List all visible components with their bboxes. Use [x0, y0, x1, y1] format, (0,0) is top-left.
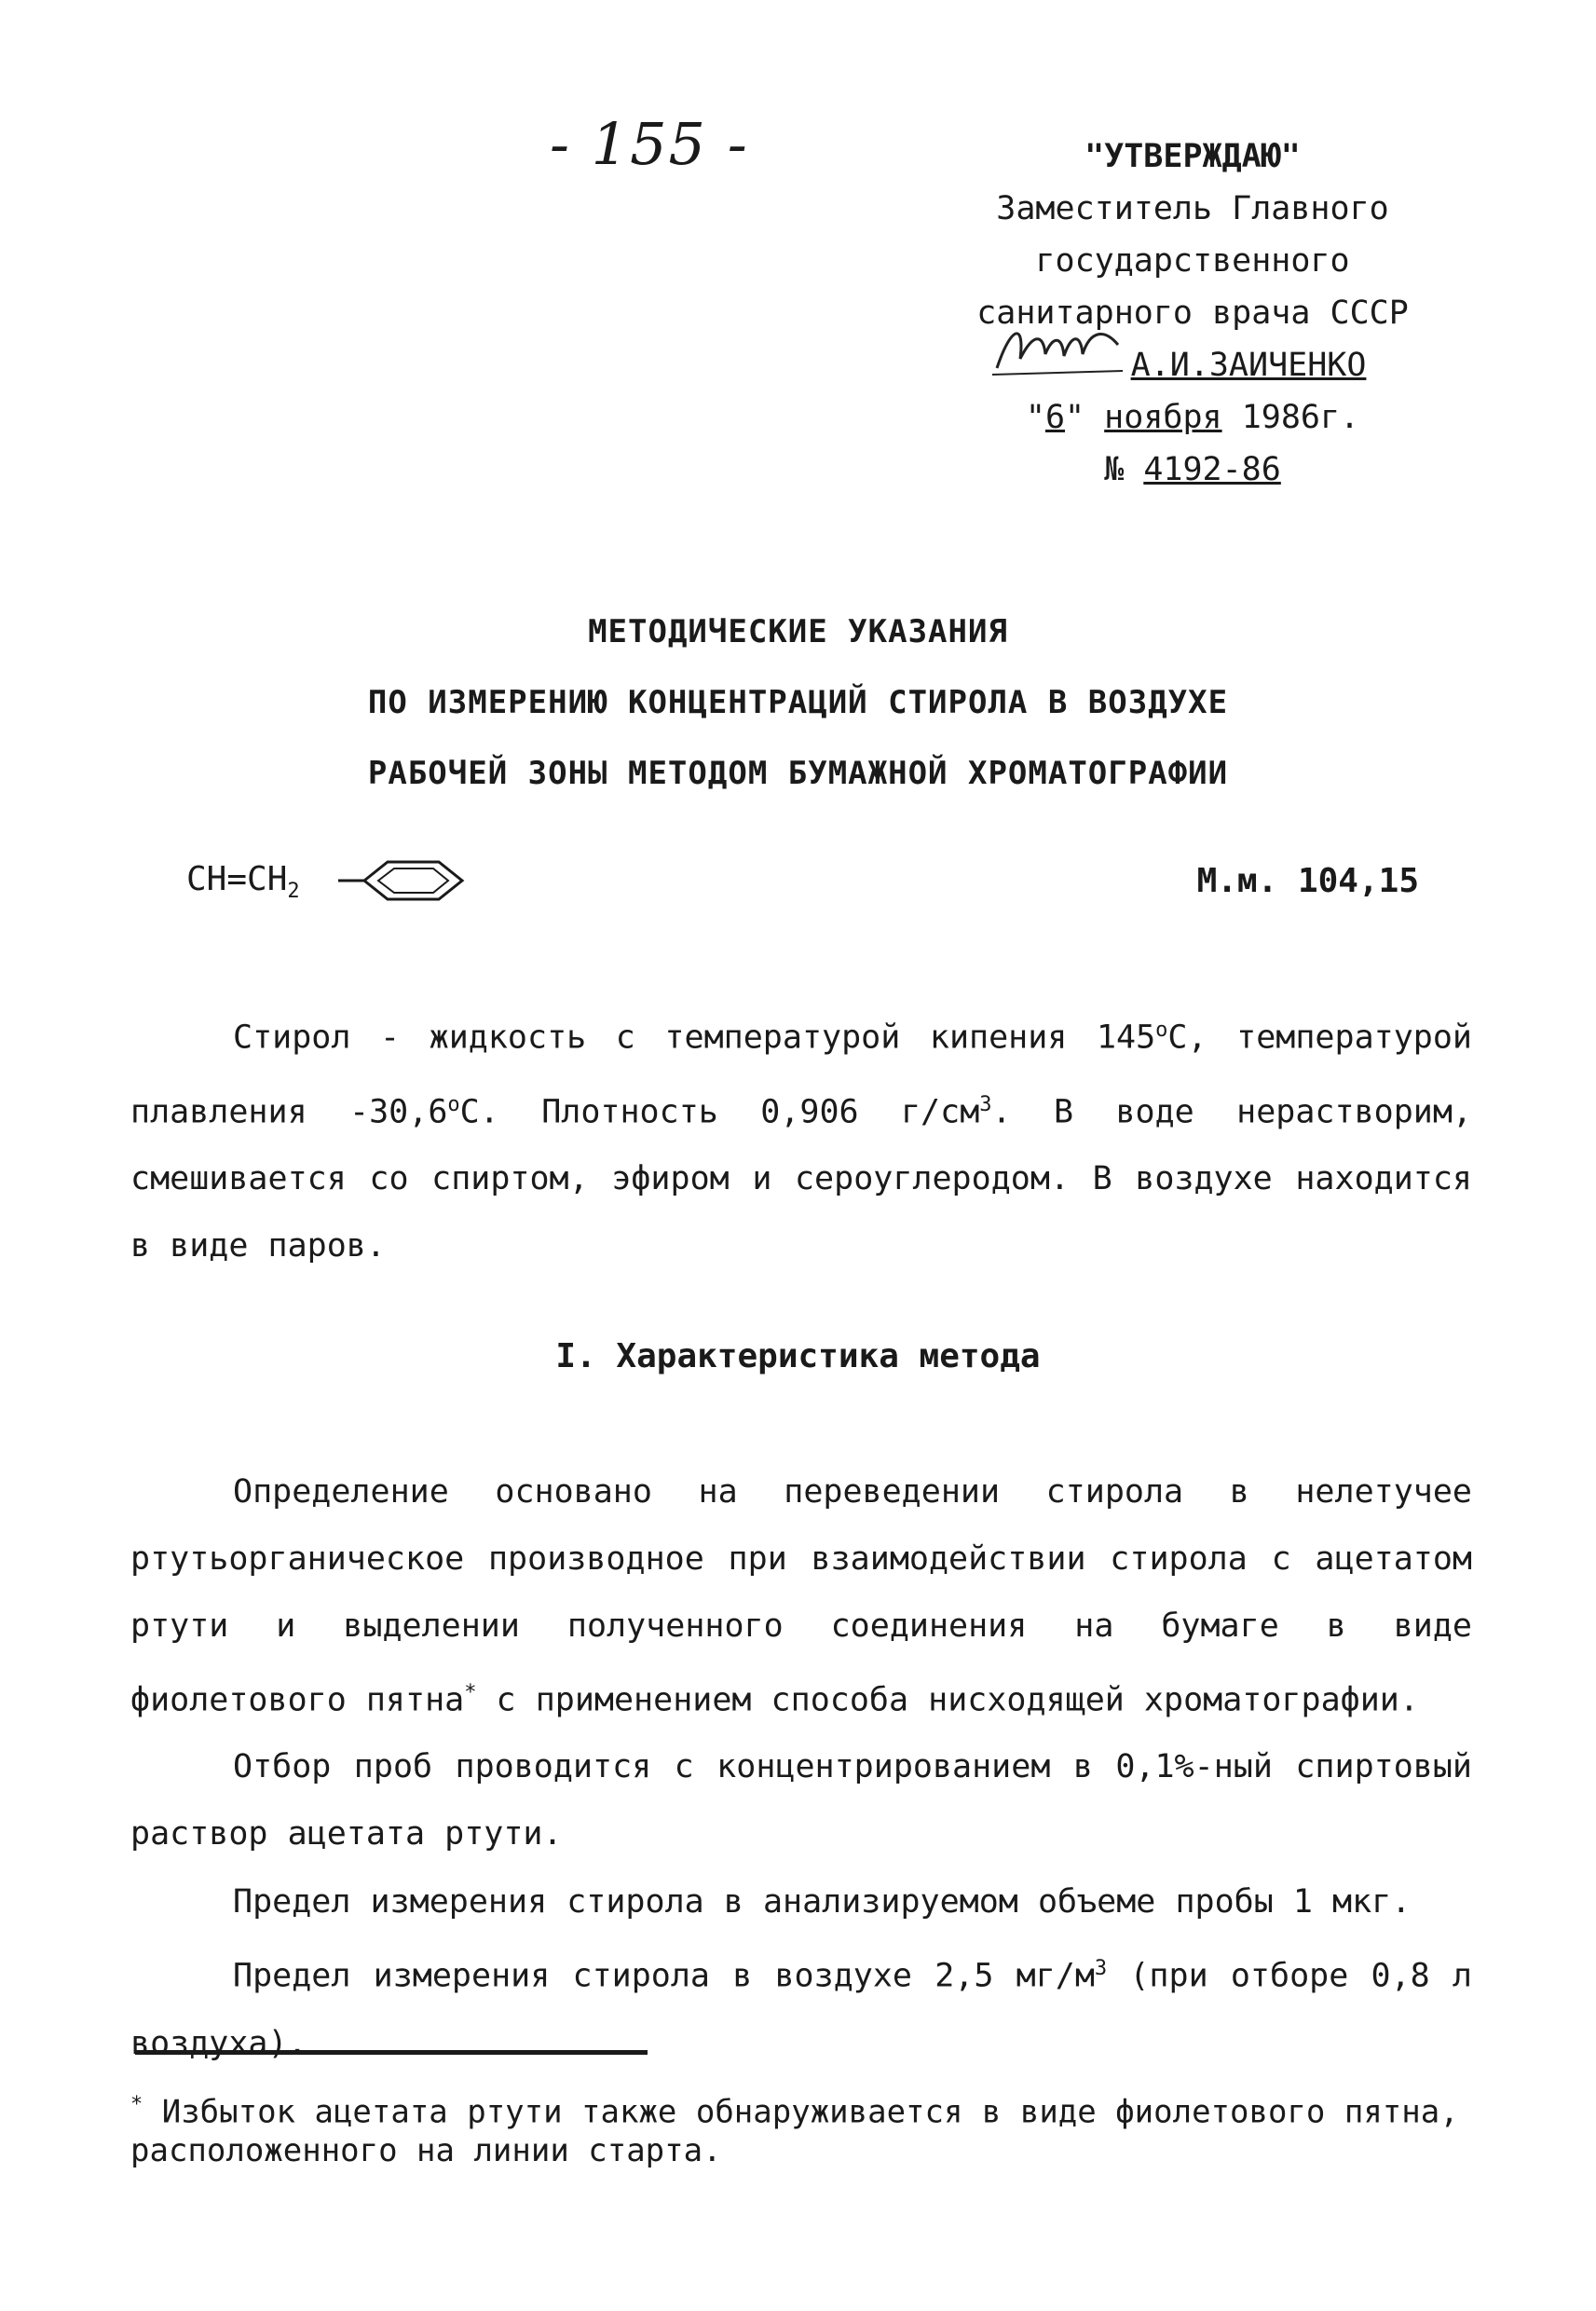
- document-title: [0, 596, 1596, 809]
- approval-line3: санитарного врача СССР: [976, 294, 1409, 332]
- benzene-ring-icon: [336, 857, 476, 904]
- approval-date: "6" ноября 1986г.: [1025, 399, 1360, 436]
- paragraph-method: Определение основано на переведении стирола в нелетучее ртутьорганическое производное при взаимодействии стирола с ацетатом ртути и выделении полученного соединения на бумаге в виде фиолетового пятна* с применением способа нисходящей хроматографии.: [130, 1473, 1472, 1719]
- paragraph-limit-air: Предел измерения стирола в воздухе 2,5 $мг/м^3$ (при отборе 0,8 л воздуха).: [130, 1957, 1472, 2062]
- number-prefix: №: [1104, 451, 1125, 488]
- formula-text: CH=CH: [186, 860, 288, 898]
- page-number: - 155 -: [550, 110, 749, 178]
- footnote: * Избыток ацетата ртути также обнаруживается в виде фиолетового пятна, расположенного на линии старта.: [130, 2093, 1459, 2170]
- approval-number: [932, 444, 1453, 496]
- approval-block: [932, 130, 1453, 496]
- title-line1: МЕТОДИЧЕСКИЕ УКАЗАНИЯ: [588, 613, 1008, 650]
- approval-number-value: 4192-86: [1143, 451, 1281, 488]
- paragraph-sampling: Отбор проб проводится с концентрированием в 0,1%-ный спиртовый раствор ацетата ртути.: [130, 1748, 1472, 1853]
- molar-mass: М.м. 104,15: [1196, 862, 1419, 900]
- handwritten-signature: [988, 317, 1127, 382]
- date-day: 6: [1044, 399, 1066, 436]
- section-heading: I. Характеристика метода: [555, 1337, 1041, 1375]
- date-year: 1986г.: [1241, 399, 1360, 436]
- approval-stamp: "УТВЕРЖДАЮ": [1084, 138, 1301, 175]
- paragraph-limit-sample: Предел измерения стирола в анализируемом объеме пробы 1 мкг.: [233, 1883, 1412, 1921]
- chemical-formula: [186, 857, 476, 904]
- approval-line2: государственного: [1035, 242, 1350, 280]
- formula-subscript: 2: [287, 880, 300, 904]
- date-month: ноября: [1104, 399, 1222, 436]
- title-line3: РАБОЧЕЙ ЗОНЫ МЕТОДОМ БУМАЖНОЙ ХРОМАТОГРАФИИ: [367, 755, 1229, 792]
- footnote-divider: [135, 2050, 648, 2055]
- approval-line1: Заместитель Главного: [996, 190, 1389, 227]
- signatory-name: А.И.ЗАИЧЕНКО: [1130, 347, 1367, 384]
- title-line2: ПО ИЗМЕРЕНИЮ КОНЦЕНТРАЦИЙ СТИРОЛА В ВОЗДУХЕ: [367, 684, 1229, 721]
- intro-paragraph: Стирол - жидкость с температурой кипения $145^оС$, температурой плавления $-30,6^оС$. Плотность 0,906 $г/см^3$. В воде нерастворим, смешивается со спиртом, эфиром и сероуглеродом. В воздухе находится в виде паров.: [130, 1019, 1473, 1265]
